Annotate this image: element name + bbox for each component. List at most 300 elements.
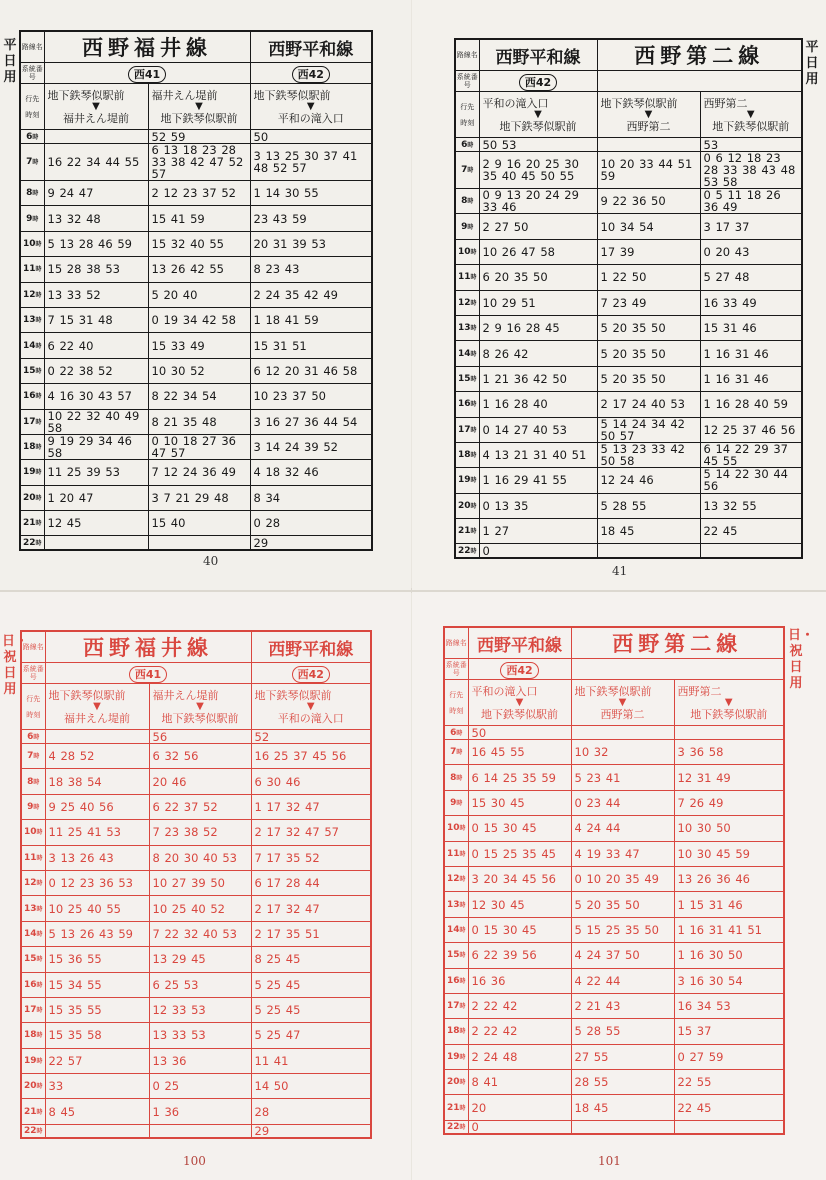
page-number: 41 [612, 564, 628, 578]
departure-times: 22 55 [674, 1070, 784, 1095]
hour-suffix: 時 [35, 240, 42, 248]
hour-cell [21, 997, 45, 1022]
departure-times: 11 41 [251, 1048, 371, 1073]
page-number: 100 [183, 1154, 206, 1168]
departure-times: 13 29 45 [149, 947, 251, 972]
hour-row [20, 511, 372, 536]
departure-times [597, 138, 700, 152]
destination-stop: 西野第二 [600, 707, 645, 721]
hour-number: 21 [457, 526, 471, 537]
departure-times: 10 34 54 [597, 214, 700, 239]
hour-suffix: 時 [470, 299, 477, 307]
departure-times: 4 24 44 [571, 816, 674, 841]
route-name-row [21, 631, 371, 663]
departure-times: 12 25 37 46 56 [700, 417, 802, 442]
hour-row [20, 536, 372, 550]
destination-stop: 地下鉄琴似駅前 [499, 119, 577, 133]
hour-row [20, 231, 372, 256]
hour-cell [20, 460, 44, 485]
hour-suffix: 時 [36, 1128, 43, 1136]
departure-times: 6 30 46 [251, 769, 371, 794]
hour-number: 9 [27, 801, 34, 812]
departure-times: 15 33 49 [148, 333, 250, 358]
hour-row [21, 1124, 371, 1138]
origin-stop: 平和の滝入口 [482, 96, 549, 110]
departure-times: 6 13 18 23 28 33 38 42 47 52 57 [148, 144, 250, 181]
hour-number: 8 [27, 776, 34, 787]
departure-times: 27 55 [571, 1044, 674, 1069]
hour-suffix: 時 [33, 733, 40, 741]
hour-suffix: 時 [36, 1108, 43, 1116]
departure-times: 10 30 50 [674, 816, 784, 841]
origin-stop: 平和の滝入口 [471, 684, 538, 698]
hour-suffix: 時 [36, 930, 43, 938]
departure-times [674, 726, 784, 740]
hour-number: 18 [22, 442, 36, 453]
hour-row [455, 544, 802, 558]
departure-times: 5 13 28 46 59 [44, 231, 148, 256]
hour-row [20, 144, 372, 181]
hour-number: 22 [22, 537, 36, 548]
hour-suffix: 時 [470, 325, 477, 333]
hour-row [444, 1095, 784, 1120]
hour-cell [455, 544, 479, 558]
hour-number: 17 [457, 424, 471, 435]
departure-times [148, 536, 250, 550]
hour-cell [21, 1099, 45, 1124]
route-code-cell [597, 71, 802, 92]
hour-row [444, 917, 784, 942]
hour-number: 18 [457, 450, 471, 461]
departure-times: 15 32 40 55 [148, 231, 250, 256]
hour-row [20, 206, 372, 231]
page-number: 40 [203, 554, 219, 568]
departure-times: 8 26 42 [479, 341, 597, 366]
hour-suffix: 時 [470, 452, 477, 460]
departure-times: 2 24 35 42 49 [250, 282, 372, 307]
hour-row [444, 790, 784, 815]
hour-row [21, 1099, 371, 1124]
page-number: 101 [598, 1154, 621, 1168]
route-code-badge: 西41 [128, 66, 166, 83]
departure-times [674, 1120, 784, 1134]
hour-number: 8 [461, 196, 468, 207]
departure-times: 0 13 35 [479, 493, 597, 518]
departure-times: 13 36 [149, 1048, 251, 1073]
hour-cell [21, 744, 45, 769]
destination-cell [571, 680, 674, 726]
hour-row [21, 896, 371, 921]
departure-times: 2 22 42 [468, 993, 571, 1018]
origin-stop: 地下鉄琴似駅前 [48, 688, 126, 702]
route-code-badge: 西42 [519, 74, 557, 91]
departure-times: 5 25 45 [251, 972, 371, 997]
destination-stop: 地下鉄琴似駅前 [481, 707, 558, 721]
departure-times: 6 20 35 50 [479, 265, 597, 290]
departure-times: 1 21 36 42 50 [479, 366, 597, 391]
down-arrow-icon: ▼ [195, 100, 203, 112]
hour-cell [21, 921, 45, 946]
departure-times: 1 16 31 46 [700, 341, 802, 366]
departure-times: 1 16 28 40 59 [700, 392, 802, 417]
hour-cell [444, 765, 468, 790]
hour-cell [455, 290, 479, 315]
departure-times: 5 23 41 [571, 765, 674, 790]
time-label: 時刻 [26, 710, 41, 719]
hour-row [20, 409, 372, 434]
departure-times: 0 5 11 18 26 36 49 [700, 189, 802, 214]
hour-row [21, 845, 371, 870]
departure-times: 10 30 45 59 [674, 841, 784, 866]
departure-times [597, 544, 700, 558]
departure-times: 2 17 35 51 [251, 921, 371, 946]
page-100 [0, 592, 411, 1180]
hour-suffix: 時 [470, 426, 477, 434]
hour-cell [455, 265, 479, 290]
departure-times: 52 59 [148, 130, 250, 144]
hour-cell [21, 1023, 45, 1048]
hour-number: 11 [22, 264, 36, 275]
departure-times: 1 20 47 [44, 485, 148, 510]
weekday-side-label: 平日用 [3, 38, 17, 85]
hour-suffix: 時 [470, 375, 477, 383]
route-code-badge: 西42 [500, 662, 538, 679]
hour-suffix: 時 [33, 753, 40, 761]
departure-times: 7 26 49 [674, 790, 784, 815]
hour-suffix: 時 [459, 1053, 466, 1061]
hour-suffix: 時 [459, 952, 466, 960]
hour-row [20, 257, 372, 282]
hour-number: 15 [22, 365, 36, 376]
departure-times: 1 16 30 50 [674, 943, 784, 968]
system-number-row [20, 63, 372, 84]
down-arrow-icon: ▼ [92, 100, 100, 112]
hour-number: 17 [446, 1001, 460, 1012]
departure-times: 20 31 39 53 [250, 231, 372, 256]
hour-suffix: 時 [35, 342, 42, 350]
departure-times: 5 25 47 [251, 1023, 371, 1048]
hour-suffix: 時 [36, 1083, 43, 1091]
line-name: 西野福井線 [45, 631, 251, 663]
hour-cell [455, 152, 479, 189]
line-name: 西野平和線 [479, 39, 597, 71]
departure-times: 5 15 25 35 50 [571, 917, 674, 942]
hour-cell [455, 366, 479, 391]
hour-number: 22 [457, 545, 471, 556]
hour-row [20, 307, 372, 332]
destination-stop: 福井えん堤前 [64, 711, 130, 725]
hour-cell [20, 333, 44, 358]
down-arrow-icon: ▼ [306, 100, 315, 112]
label-spacer [456, 111, 479, 119]
origin-stop: 西野第二 [703, 96, 748, 110]
hour-row [455, 265, 802, 290]
hour-cell [444, 892, 468, 917]
departure-times: 11 25 41 53 [45, 820, 149, 845]
hour-row [455, 138, 802, 152]
departure-times: 15 41 59 [148, 206, 250, 231]
destination-cell [149, 684, 251, 730]
hour-row [444, 765, 784, 790]
hour-suffix: 時 [456, 749, 463, 757]
departure-times: 5 28 55 [597, 493, 700, 518]
departure-times: 12 24 46 [597, 468, 700, 493]
hour-suffix: 時 [35, 418, 42, 426]
hour-suffix: 時 [33, 803, 40, 811]
departure-times: 0 15 30 45 [468, 816, 571, 841]
hour-row [455, 519, 802, 544]
hour-number: 11 [457, 272, 471, 283]
departure-times: 15 40 [148, 511, 250, 536]
hour-row [21, 1023, 371, 1048]
route-label: 路線名 [20, 31, 44, 63]
hour-row [21, 997, 371, 1022]
hour-row [455, 239, 802, 264]
departure-times: 0 [479, 544, 597, 558]
hour-number: 9 [26, 213, 33, 224]
departure-times: 1 36 [149, 1099, 251, 1124]
departure-times: 2 12 23 37 52 [148, 181, 250, 206]
departure-times: 5 20 35 50 [597, 341, 700, 366]
hour-number: 19 [446, 1051, 460, 1062]
departure-times: 9 25 40 56 [45, 794, 149, 819]
departure-times: 6 17 28 44 [251, 870, 371, 895]
departure-times: 0 25 [149, 1074, 251, 1099]
hour-suffix: 時 [35, 393, 42, 401]
hour-number: 15 [23, 954, 37, 965]
departure-times: 6 22 37 52 [149, 794, 251, 819]
departure-times: 5 14 24 34 42 50 57 [597, 417, 700, 442]
hour-suffix: 時 [36, 880, 43, 888]
route-code-cell [251, 663, 371, 684]
departure-times: 1 17 32 47 [251, 794, 371, 819]
weekday-side-label: 平日用 [805, 40, 819, 87]
hour-cell [20, 536, 44, 550]
hour-suffix: 時 [456, 729, 463, 737]
departure-times: 10 27 39 50 [149, 870, 251, 895]
hour-suffix: 時 [467, 198, 474, 206]
down-arrow-icon: ▼ [724, 696, 733, 708]
departure-times: 3 16 27 36 44 54 [250, 409, 372, 434]
hour-suffix: 時 [36, 905, 43, 913]
departure-times: 20 [468, 1095, 571, 1120]
departure-times: 0 9 13 20 24 29 33 46 [479, 189, 597, 214]
hour-number: 18 [23, 1030, 37, 1041]
hour-cell [444, 740, 468, 765]
route-code-badge: 西41 [129, 666, 167, 683]
hour-cell [21, 730, 45, 744]
hour-cell [20, 409, 44, 434]
hour-cell [20, 307, 44, 332]
hour-cell [444, 968, 468, 993]
hour-cell [21, 1048, 45, 1073]
hour-number: 13 [22, 315, 36, 326]
departure-times: 5 20 35 50 [597, 315, 700, 340]
destination-cell [250, 84, 372, 130]
departure-times: 0 15 25 35 45 [468, 841, 571, 866]
departure-times: 6 25 53 [149, 972, 251, 997]
route-code-cell [479, 71, 597, 92]
hour-cell [455, 138, 479, 152]
departure-times: 12 31 49 [674, 765, 784, 790]
hour-cell [455, 493, 479, 518]
departure-times: 16 45 55 [468, 740, 571, 765]
departure-times: 53 [700, 138, 802, 152]
departure-times: 3 20 34 45 56 [468, 866, 571, 891]
hour-suffix: 時 [36, 1007, 43, 1015]
departure-times: 18 45 [597, 519, 700, 544]
destination-label: 行先 [26, 694, 41, 703]
hour-cell [21, 870, 45, 895]
hour-suffix: 時 [459, 1104, 466, 1112]
hour-number: 20 [446, 1077, 460, 1088]
hour-suffix: 時 [459, 850, 466, 858]
hour-cell [21, 845, 45, 870]
hour-number: 15 [446, 950, 460, 961]
hour-number: 19 [22, 467, 36, 478]
departure-times: 8 21 35 48 [148, 409, 250, 434]
departure-times: 9 24 47 [44, 181, 148, 206]
departure-times: 16 25 37 45 56 [251, 744, 371, 769]
hour-row [455, 493, 802, 518]
hour-suffix: 時 [459, 825, 466, 833]
hour-cell [444, 1120, 468, 1134]
departure-times: 6 12 20 31 46 58 [250, 358, 372, 383]
departure-times: 5 28 55 [571, 1019, 674, 1044]
hour-number: 17 [23, 1005, 37, 1016]
departure-times: 15 36 55 [45, 947, 149, 972]
hour-number: 16 [457, 399, 471, 410]
departure-times: 1 18 41 59 [250, 307, 372, 332]
hour-cell [21, 1074, 45, 1099]
hour-number: 6 [27, 731, 34, 742]
hour-suffix: 時 [470, 248, 477, 256]
departure-times: 16 22 34 44 55 [44, 144, 148, 181]
destination-stop: 平和の滝入口 [277, 111, 344, 125]
departure-times: 6 22 40 [44, 333, 148, 358]
destination-row [444, 680, 784, 726]
timetable [454, 38, 803, 559]
hour-number: 11 [23, 852, 37, 863]
destination-cell [597, 92, 700, 138]
hour-row [21, 794, 371, 819]
hour-cell [444, 1019, 468, 1044]
departure-times: 8 23 43 [250, 257, 372, 282]
hour-cell [20, 358, 44, 383]
hour-cell [20, 144, 44, 181]
hour-suffix: 時 [459, 876, 466, 884]
down-arrow-icon: ▼ [196, 700, 204, 712]
hour-suffix: 時 [467, 223, 474, 231]
route-code-cell [250, 63, 372, 84]
departure-times: 3 17 37 [700, 214, 802, 239]
departure-times: 4 22 44 [571, 968, 674, 993]
hour-cell [20, 206, 44, 231]
departure-times: 9 19 29 34 46 58 [44, 434, 148, 459]
departure-times: 2 9 16 28 45 [479, 315, 597, 340]
hour-number: 6 [450, 727, 457, 738]
hour-row [444, 993, 784, 1018]
departure-times [571, 1120, 674, 1134]
departure-times: 0 19 34 42 58 [148, 307, 250, 332]
origin-stop: 地下鉄琴似駅前 [253, 88, 331, 102]
hour-cell [20, 434, 44, 459]
departure-times: 22 45 [700, 519, 802, 544]
hour-number: 22 [23, 1126, 37, 1137]
departure-times [45, 730, 149, 744]
departure-times: 9 22 36 50 [597, 189, 700, 214]
hour-number: 19 [457, 475, 471, 486]
hour-row [455, 290, 802, 315]
departure-times: 10 23 37 50 [250, 384, 372, 409]
hour-number: 6 [26, 131, 33, 142]
hour-cell [20, 257, 44, 282]
departure-times: 2 27 50 [479, 214, 597, 239]
down-arrow-icon: ▼ [306, 700, 315, 712]
route-code-badge: 西42 [292, 66, 330, 83]
departure-times: 1 16 31 41 51 [674, 917, 784, 942]
departure-times: 5 25 45 [251, 997, 371, 1022]
hour-row [455, 392, 802, 417]
hour-cell [20, 231, 44, 256]
departure-times: 0 27 59 [674, 1044, 784, 1069]
departure-times: 10 22 32 40 49 58 [44, 409, 148, 434]
departure-times: 5 27 48 [700, 265, 802, 290]
destination-time-label [21, 684, 45, 730]
hour-cell [444, 993, 468, 1018]
destination-stop: 地下鉄琴似駅前 [161, 711, 239, 725]
hour-row [455, 341, 802, 366]
hour-suffix: 時 [36, 1032, 43, 1040]
departure-times: 6 22 39 56 [468, 943, 571, 968]
hour-number: 12 [446, 874, 460, 885]
departure-times: 50 53 [479, 138, 597, 152]
hour-row [444, 1120, 784, 1134]
down-arrow-icon: ▼ [534, 108, 542, 120]
route-code-badge: 西42 [292, 666, 330, 683]
hour-number: 14 [22, 340, 36, 351]
departure-times: 6 14 22 29 37 45 55 [700, 442, 802, 467]
hour-cell [444, 816, 468, 841]
hour-number: 20 [23, 1081, 37, 1092]
route-label: 路線名 [444, 627, 468, 659]
departure-times: 10 32 [571, 740, 674, 765]
hour-suffix: 時 [470, 528, 477, 536]
hour-cell [21, 972, 45, 997]
hour-cell [444, 841, 468, 866]
hour-row [444, 841, 784, 866]
hour-row [21, 1048, 371, 1073]
departure-times [149, 1124, 251, 1138]
destination-row [21, 684, 371, 730]
departure-times: 0 6 12 18 23 28 33 38 43 48 53 58 [700, 152, 802, 189]
departure-times: 7 22 32 40 53 [149, 921, 251, 946]
hour-cell [444, 726, 468, 740]
label-spacer [445, 699, 468, 707]
origin-stop: 地下鉄琴似駅前 [254, 688, 332, 702]
hour-row [455, 442, 802, 467]
departure-times: 3 36 58 [674, 740, 784, 765]
route-label: 路線名 [21, 631, 45, 663]
departure-times: 4 16 30 43 57 [44, 384, 148, 409]
departure-times: 28 55 [571, 1070, 674, 1095]
route-code-cell [45, 663, 251, 684]
departure-times: 1 16 31 46 [700, 366, 802, 391]
origin-stop: 地下鉄琴似駅前 [47, 88, 125, 102]
hour-suffix: 時 [470, 502, 477, 510]
departure-times: 5 20 35 50 [571, 892, 674, 917]
departure-times: 8 41 [468, 1070, 571, 1095]
